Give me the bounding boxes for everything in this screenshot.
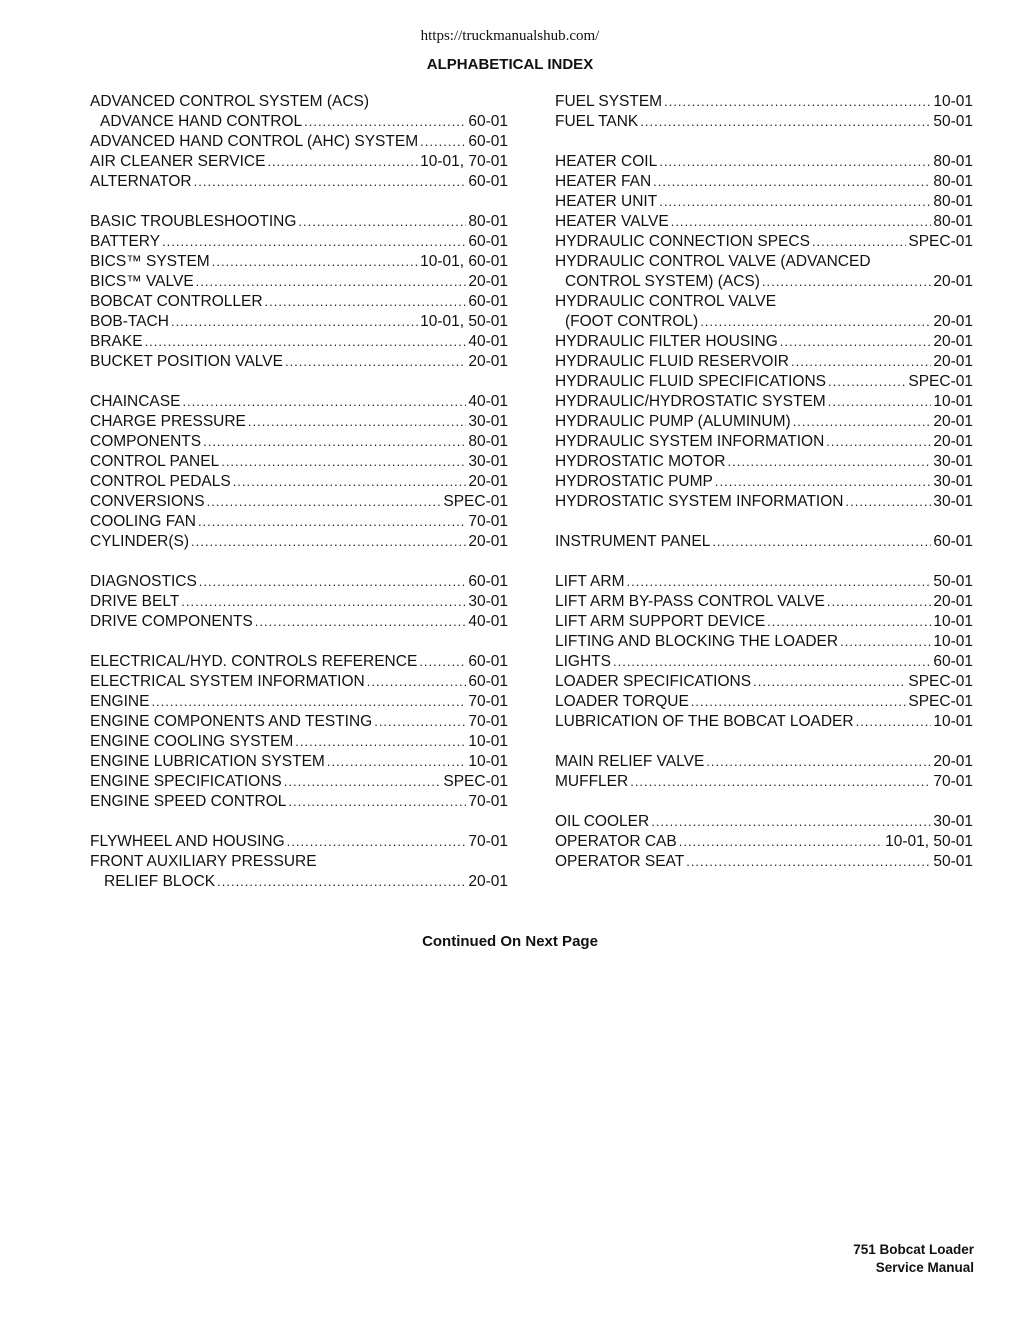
index-entry: [555, 852, 973, 872]
index-entry: [555, 212, 973, 232]
index-entry-page: 70-01: [468, 833, 508, 850]
dot-leader: [182, 392, 466, 412]
dot-leader: [265, 292, 467, 312]
index-entry: [90, 292, 508, 312]
dot-leader: [171, 312, 418, 332]
dot-leader: [826, 432, 931, 452]
dot-leader: [207, 492, 442, 512]
index-entry-label: RELIEF BLOCK: [104, 873, 216, 890]
index-entry-page: 30-01: [468, 593, 508, 610]
index-entry-page: 20-01: [933, 333, 973, 350]
index-entry-page: 60-01: [933, 533, 973, 550]
index-entry: [555, 172, 973, 192]
dot-leader: [706, 752, 931, 772]
index-entry-label: COOLING FAN: [90, 513, 196, 530]
index-entry: [555, 692, 973, 712]
index-entry-label: DIAGNOSTICS: [90, 573, 197, 590]
index-entry: [90, 332, 508, 352]
index-entry: [90, 692, 508, 712]
dot-leader: [162, 232, 466, 252]
index-entry-page: 60-01: [468, 573, 508, 590]
index-entry-page: 10-01: [933, 613, 973, 630]
dot-leader: [728, 452, 932, 472]
page-title: ALPHABETICAL INDEX: [426, 56, 594, 73]
index-gap: [555, 512, 973, 532]
index-entry-label: ENGINE LUBRICATION SYSTEM: [90, 753, 325, 770]
index-entry-page: 20-01: [468, 533, 508, 550]
index-entry-label: MAIN RELIEF VALVE: [555, 753, 705, 770]
index-right-column: [555, 92, 973, 872]
dot-leader: [191, 532, 466, 552]
index-entry-label: CONTROL PANEL: [90, 453, 220, 470]
index-entry-label: INSTRUMENT PANEL: [555, 533, 711, 550]
index-entry-label: FLYWHEEL AND HOUSING: [90, 833, 285, 850]
index-entry-page: 60-01: [933, 653, 973, 670]
index-entry: [555, 152, 973, 172]
index-entry-page: 80-01: [933, 193, 973, 210]
dot-leader: [196, 272, 467, 292]
dot-leader: [630, 772, 931, 792]
index-entry: [555, 272, 973, 292]
index-entry-page: 20-01: [933, 413, 973, 430]
index-entry-label: FRONT AUXILIARY PRESSURE: [90, 853, 317, 870]
index-entry-label: HYDRAULIC FLUID RESERVOIR: [555, 353, 789, 370]
dot-leader: [420, 132, 466, 152]
index-entry: [555, 592, 973, 612]
index-entry-page: 30-01: [933, 473, 973, 490]
index-gap: [90, 552, 508, 572]
index-entry: [90, 212, 508, 232]
dot-leader: [856, 712, 932, 732]
dot-leader: [367, 672, 467, 692]
index-entry-label: HYDROSTATIC MOTOR: [555, 453, 726, 470]
index-entry-page: SPEC-01: [908, 673, 973, 690]
index-entry: [90, 512, 508, 532]
index-entry-page: 50-01: [933, 853, 973, 870]
index-entry: [90, 432, 508, 452]
index-entry-page: SPEC-01: [908, 233, 973, 250]
index-entry-label: HYDRAULIC FLUID SPECIFICATIONS: [555, 373, 827, 390]
index-entry-label: FUEL SYSTEM: [555, 93, 663, 110]
index-entry-label: LIGHTS: [555, 653, 611, 670]
dot-leader: [419, 652, 466, 672]
dot-leader: [203, 432, 466, 452]
index-entry: [90, 392, 508, 412]
index-entry-label: AIR CLEANER SERVICE: [90, 153, 266, 170]
index-entry-page: SPEC-01: [908, 373, 973, 390]
dot-leader: [212, 252, 418, 272]
index-entry-label: OIL COOLER: [555, 813, 650, 830]
index-gap: [555, 792, 973, 812]
dot-leader: [327, 752, 467, 772]
index-entry-label: BOBCAT CONTROLLER: [90, 293, 263, 310]
index-entry-label: HEATER FAN: [555, 173, 652, 190]
footer-manual: Service Manual: [875, 1260, 974, 1275]
index-entry-page: 60-01: [468, 133, 508, 150]
index-entry: [90, 732, 508, 752]
index-entry-label: OPERATOR CAB: [555, 833, 677, 850]
index-entry: [90, 852, 508, 872]
dot-leader: [288, 792, 466, 812]
index-entry: [90, 112, 508, 132]
dot-leader: [700, 312, 931, 332]
index-entry-page: 40-01: [468, 393, 508, 410]
index-entry-page: 60-01: [468, 233, 508, 250]
index-entry: [90, 132, 508, 152]
dot-leader: [287, 832, 467, 852]
index-entry-page: 20-01: [933, 313, 973, 330]
index-entry-label: ENGINE COMPONENTS AND TESTING: [90, 713, 373, 730]
index-entry-label: DRIVE BELT: [90, 593, 180, 610]
index-entry-page: SPEC-01: [443, 493, 508, 510]
dot-leader: [267, 152, 418, 172]
index-gap: [90, 812, 508, 832]
index-entry: [90, 232, 508, 252]
index-entry: [90, 352, 508, 372]
index-entry-label: ENGINE: [90, 693, 150, 710]
index-entry-label: MUFFLER: [555, 773, 629, 790]
index-entry: [555, 92, 973, 112]
index-gap: [90, 372, 508, 392]
index-entry: [90, 772, 508, 792]
index-entry-label: CYLINDER(S): [90, 533, 190, 550]
index-entry-page: SPEC-01: [443, 773, 508, 790]
index-entry: [90, 832, 508, 852]
index-entry-label: LOADER TORQUE: [555, 693, 689, 710]
index-entry: [555, 412, 973, 432]
index-entry-page: 30-01: [933, 813, 973, 830]
index-entry: [555, 252, 973, 272]
index-entry-label: ENGINE COOLING SYSTEM: [90, 733, 294, 750]
index-entry: [555, 192, 973, 212]
index-entry-label: CHARGE PRESSURE: [90, 413, 246, 430]
index-entry-label: FUEL TANK: [555, 113, 639, 130]
index-entry-label: (FOOT CONTROL): [565, 313, 699, 330]
index-entry-page: 30-01: [933, 493, 973, 510]
index-entry-label: ENGINE SPECIFICATIONS: [90, 773, 282, 790]
index-entry-label: LIFT ARM BY-PASS CONTROL VALVE: [555, 593, 825, 610]
dot-leader: [613, 652, 931, 672]
dot-leader: [827, 592, 931, 612]
index-entry-page: 30-01: [468, 413, 508, 430]
dot-leader: [762, 272, 931, 292]
index-entry-label: HYDRAULIC CONNECTION SPECS: [555, 233, 810, 250]
dot-leader: [651, 812, 931, 832]
index-entry-label: ALTERNATOR: [90, 173, 192, 190]
index-entry: [90, 92, 508, 112]
index-entry-page: 80-01: [468, 433, 508, 450]
index-entry-label: BATTERY: [90, 233, 161, 250]
index-entry-page: 70-01: [468, 693, 508, 710]
dot-leader: [793, 412, 932, 432]
index-entry: [90, 712, 508, 732]
index-entry: [90, 152, 508, 172]
dot-leader: [659, 192, 931, 212]
index-entry: [555, 532, 973, 552]
index-entry-label: COMPONENTS: [90, 433, 202, 450]
index-entry-page: 70-01: [933, 773, 973, 790]
index-entry: [90, 412, 508, 432]
index-entry-page: 20-01: [933, 433, 973, 450]
index-entry: [90, 272, 508, 292]
index-entry: [90, 572, 508, 592]
source-url[interactable]: https://truckmanualshub.com/: [420, 28, 600, 44]
dot-leader: [145, 332, 467, 352]
index-entry-label: BUCKET POSITION VALVE: [90, 353, 283, 370]
index-entry-page: 20-01: [933, 753, 973, 770]
dot-leader: [791, 352, 931, 372]
index-entry-label: BRAKE: [90, 333, 143, 350]
index-entry-page: 20-01: [933, 353, 973, 370]
index-entry-label: CONTROL PEDALS: [90, 473, 231, 490]
index-entry-page: 10-01, 60-01: [420, 253, 508, 270]
index-entry: [90, 452, 508, 472]
dot-leader: [285, 352, 466, 372]
dot-leader: [664, 92, 931, 112]
index-entry: [90, 472, 508, 492]
index-entry-page: 10-01, 70-01: [420, 153, 508, 170]
dot-leader: [679, 832, 883, 852]
index-entry-label: DRIVE COMPONENTS: [90, 613, 253, 630]
dot-leader: [626, 572, 931, 592]
dot-leader: [199, 572, 467, 592]
index-entry-label: BOB-TACH: [90, 313, 169, 330]
index-entry: [555, 292, 973, 312]
index-entry-page: 60-01: [468, 293, 508, 310]
dot-leader: [828, 372, 906, 392]
index-entry-label: ELECTRICAL SYSTEM INFORMATION: [90, 673, 365, 690]
index-entry-page: 70-01: [468, 513, 508, 530]
index-entry-page: 70-01: [468, 713, 508, 730]
index-entry: [555, 472, 973, 492]
index-entry-label: CHAINCASE: [90, 393, 181, 410]
index-entry-page: 20-01: [468, 353, 508, 370]
dot-leader: [691, 692, 907, 712]
index-gap: [555, 132, 973, 152]
index-entry-label: ADVANCED CONTROL SYSTEM (ACS): [90, 93, 370, 110]
index-entry-page: 60-01: [468, 113, 508, 130]
dot-leader: [753, 672, 906, 692]
index-entry-page: 50-01: [933, 573, 973, 590]
index-entry-label: BICS™ VALVE: [90, 273, 194, 290]
dot-leader: [198, 512, 466, 532]
index-entry: [555, 812, 973, 832]
index-entry: [555, 432, 973, 452]
index-entry-page: 80-01: [933, 173, 973, 190]
continued-note: Continued On Next Page: [422, 933, 598, 950]
index-entry-label: LIFTING AND BLOCKING THE LOADER: [555, 633, 839, 650]
index-entry: [555, 712, 973, 732]
index-entry: [555, 832, 973, 852]
dot-leader: [828, 392, 932, 412]
dot-leader: [151, 692, 466, 712]
dot-leader: [298, 212, 466, 232]
index-entry: [90, 172, 508, 192]
index-entry: [555, 452, 973, 472]
index-entry-page: SPEC-01: [908, 693, 973, 710]
index-entry-label: BICS™ SYSTEM: [90, 253, 210, 270]
index-entry: [90, 312, 508, 332]
index-entry-label: ENGINE SPEED CONTROL: [90, 793, 287, 810]
index-entry: [90, 592, 508, 612]
index-gap: [90, 632, 508, 652]
index-entry-label: HYDRAULIC CONTROL VALVE: [555, 293, 777, 310]
index-entry: [555, 572, 973, 592]
dot-leader: [840, 632, 931, 652]
index-entry: [90, 532, 508, 552]
index-entry-page: 80-01: [933, 153, 973, 170]
index-entry-page: 10-01: [933, 93, 973, 110]
dot-leader: [233, 472, 467, 492]
index-entry-page: 10-01: [468, 733, 508, 750]
index-entry: [555, 772, 973, 792]
index-entry: [555, 752, 973, 772]
index-entry-page: 20-01: [468, 273, 508, 290]
index-entry-page: 80-01: [933, 213, 973, 230]
dot-leader: [181, 592, 466, 612]
index-entry-label: ADVANCE HAND CONTROL: [100, 113, 303, 130]
dot-leader: [217, 872, 466, 892]
dot-leader: [659, 152, 931, 172]
index-entry: [555, 312, 973, 332]
dot-leader: [304, 112, 466, 132]
index-entry-page: 40-01: [468, 613, 508, 630]
dot-leader: [715, 472, 931, 492]
dot-leader: [194, 172, 467, 192]
index-entry: [555, 492, 973, 512]
index-entry-label: ELECTRICAL/HYD. CONTROLS REFERENCE: [90, 653, 418, 670]
footer: [853, 1241, 974, 1277]
dot-leader: [845, 492, 931, 512]
index-entry-label: HEATER UNIT: [555, 193, 658, 210]
dot-leader: [780, 332, 932, 352]
index-entry-page: 10-01: [933, 633, 973, 650]
footer-model: 751 Bobcat Loader: [853, 1242, 974, 1257]
index-entry-label: HYDROSTATIC PUMP: [555, 473, 713, 490]
index-entry-page: 60-01: [468, 673, 508, 690]
index-entry: [90, 492, 508, 512]
index-entry: [90, 752, 508, 772]
index-entry: [555, 632, 973, 652]
dot-leader: [248, 412, 466, 432]
index-entry-label: CONVERSIONS: [90, 493, 205, 510]
index-entry-page: 50-01: [933, 113, 973, 130]
index-entry: [90, 792, 508, 812]
dot-leader: [221, 452, 466, 472]
index-entry-label: BASIC TROUBLESHOOTING: [90, 213, 297, 230]
index-entry-label: LUBRICATION OF THE BOBCAT LOADER: [555, 713, 854, 730]
index-entry-page: 20-01: [468, 473, 508, 490]
index-entry-page: 20-01: [468, 873, 508, 890]
index-entry-label: LOADER SPECIFICATIONS: [555, 673, 752, 690]
index-entry: [90, 612, 508, 632]
index-entry: [555, 672, 973, 692]
index-entry-label: HYDRAULIC/HYDROSTATIC SYSTEM: [555, 393, 826, 410]
index-entry-label: ADVANCED HAND CONTROL (AHC) SYSTEM: [90, 133, 419, 150]
dot-leader: [653, 172, 931, 192]
index-entry-page: 10-01, 50-01: [420, 313, 508, 330]
index-entry-page: 10-01: [933, 713, 973, 730]
index-left-column: [90, 92, 508, 892]
index-entry-label: HYDRAULIC FILTER HOUSING: [555, 333, 778, 350]
dot-leader: [255, 612, 467, 632]
index-entry: [555, 612, 973, 632]
dot-leader: [374, 712, 466, 732]
index-entry-label: HYDRAULIC PUMP (ALUMINUM): [555, 413, 791, 430]
index-entry-label: HYDRAULIC CONTROL VALVE (ADVANCED: [555, 253, 871, 270]
index-entry-page: 20-01: [933, 273, 973, 290]
dot-leader: [767, 612, 931, 632]
index-gap: [555, 552, 973, 572]
index-entry-page: 40-01: [468, 333, 508, 350]
index-entry-page: 80-01: [468, 213, 508, 230]
index-entry-page: 70-01: [468, 793, 508, 810]
index-entry-page: 60-01: [468, 653, 508, 670]
index-entry-label: HYDRAULIC SYSTEM INFORMATION: [555, 433, 825, 450]
index-entry: [90, 872, 508, 892]
index-entry-page: 30-01: [933, 453, 973, 470]
index-entry: [555, 372, 973, 392]
dot-leader: [671, 212, 932, 232]
index-gap: [90, 192, 508, 212]
index-entry-label: LIFT ARM: [555, 573, 625, 590]
index-entry-page: 60-01: [468, 173, 508, 190]
dot-leader: [295, 732, 466, 752]
index-entry: [555, 232, 973, 252]
dot-leader: [640, 112, 931, 132]
index-entry: [555, 112, 973, 132]
index-entry-label: HEATER VALVE: [555, 213, 669, 230]
index-entry: [555, 392, 973, 412]
dot-leader: [686, 852, 931, 872]
dot-leader: [812, 232, 906, 252]
dot-leader: [712, 532, 931, 552]
index-gap: [555, 732, 973, 752]
index-entry: [90, 652, 508, 672]
index-entry-page: 10-01: [933, 393, 973, 410]
index-entry: [90, 672, 508, 692]
index-entry: [555, 332, 973, 352]
index-entry-label: HYDROSTATIC SYSTEM INFORMATION: [555, 493, 844, 510]
index-entry-page: 30-01: [468, 453, 508, 470]
index-entry-page: 10-01, 50-01: [885, 833, 973, 850]
index-entry-label: OPERATOR SEAT: [555, 853, 685, 870]
dot-leader: [284, 772, 442, 792]
index-entry: [555, 652, 973, 672]
index-entry: [555, 352, 973, 372]
index-entry-label: LIFT ARM SUPPORT DEVICE: [555, 613, 766, 630]
index-entry-page: 10-01: [468, 753, 508, 770]
index-entry-page: 20-01: [933, 593, 973, 610]
index-entry-label: CONTROL SYSTEM) (ACS): [565, 273, 760, 290]
index-entry-label: HEATER COIL: [555, 153, 658, 170]
index-entry: [90, 252, 508, 272]
